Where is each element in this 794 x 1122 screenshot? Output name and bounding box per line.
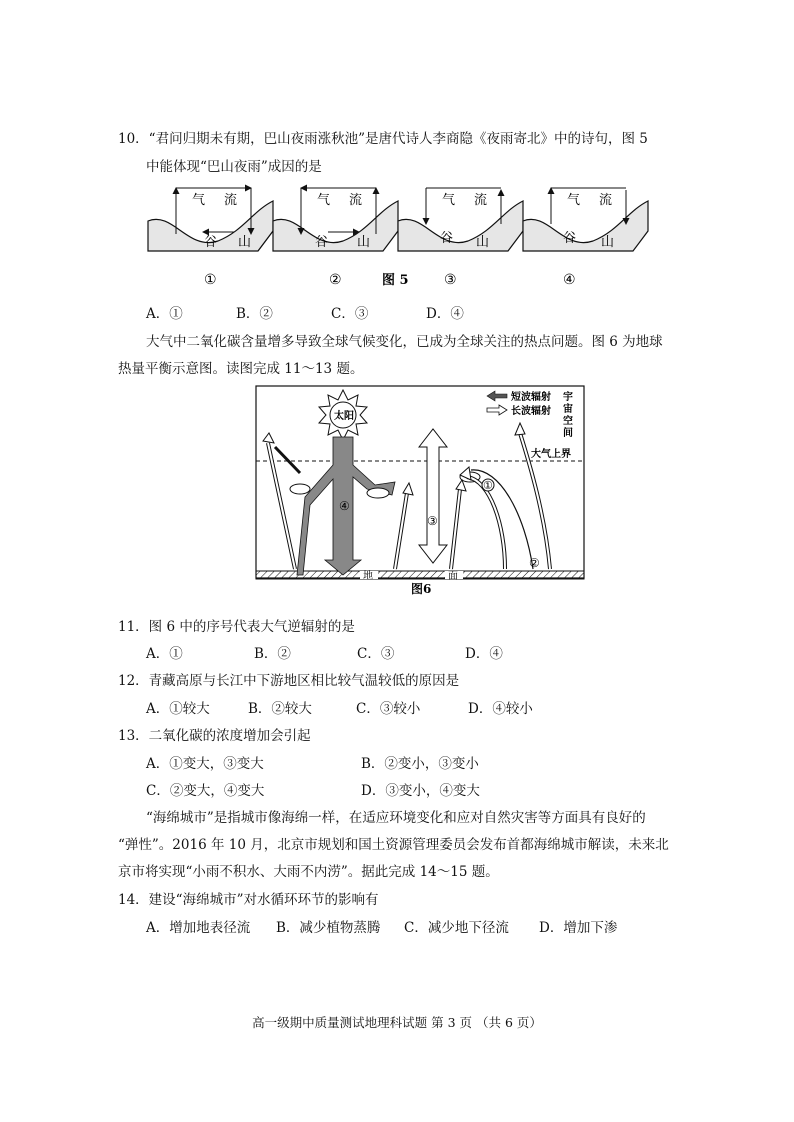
fig5-panel-number: ② — [329, 272, 342, 288]
fig5-label-qi: 气 — [567, 193, 581, 208]
fig5-panel-2 — [273, 188, 398, 288]
cloud-icon — [367, 488, 389, 498]
svg-text:地: 地 — [363, 571, 373, 582]
fig5-panel-1 — [148, 188, 273, 288]
q14-option-a[interactable]: A．增加地表径流 — [146, 920, 251, 936]
fig5-label-gu: 谷 — [440, 231, 454, 246]
intro-14-15-line2: “弹性”。2016 年 10 月，北京市规划和国土资源管理委员会发布首都海绵城市解读，未来北 — [118, 837, 669, 853]
intro-11-13-line1: 大气中二氧化碳含量增多导致全球气候变化，已成为全球关注的热点问题。图 6 为地球 — [146, 334, 663, 350]
fig6-num-2: ② — [529, 556, 540, 570]
svg-text:宙: 宙 — [563, 404, 573, 415]
fig5-panel-number: ① — [204, 272, 217, 288]
q14-stem: 14．建设“海绵城市”对水循环环节的影响有 — [118, 892, 379, 908]
q10-option-c[interactable]: C．③ — [331, 306, 369, 322]
q12-option-c[interactable]: C．③较小 — [356, 701, 421, 717]
q12-stem: 12．青藏高原与长江中下游地区相比较气温较低的原因是 — [118, 673, 460, 689]
intro-14-15-line3: 京市将实现“小雨不积水、大雨不内涝”。据此完成 14～15 题。 — [118, 864, 499, 880]
intro-14-15-line1: “海绵城市”是指城市像海绵一样，在适应环境变化和应对自然灾害等方面具有良好的 — [146, 810, 646, 826]
svg-text:长波辐射: 长波辐射 — [511, 406, 551, 417]
svg-text:面: 面 — [448, 571, 458, 582]
intro-11-13-line2: 热量平衡示意图。读图完成 11～13 题。 — [118, 361, 364, 377]
q13-stem: 13．二氧化碳的浓度增加会引起 — [118, 728, 311, 744]
q10-option-b[interactable]: B．② — [236, 306, 273, 322]
fig5-label-shan: 山 — [601, 235, 615, 250]
fig5-label-gu: 谷 — [563, 231, 577, 246]
fig6-num-3: ③ — [427, 514, 438, 528]
q11-option-d[interactable]: D．④ — [465, 646, 503, 662]
q13-option-c[interactable]: C．②变大，④变大 — [146, 783, 265, 799]
svg-text:宇: 宇 — [563, 392, 573, 403]
q12-option-d[interactable]: D．④较小 — [468, 701, 533, 717]
fig5-label-qi: 气 — [317, 193, 331, 208]
q11-option-a[interactable]: A．① — [146, 646, 183, 662]
q13-options-row2 — [146, 782, 480, 800]
fig6-num-1: ① — [483, 479, 493, 492]
figure-5-diagram — [140, 176, 660, 296]
fig6-num-4: ④ — [339, 499, 350, 513]
fig5-caption: 图 5 — [382, 273, 409, 288]
fig5-label-liu: 流 — [599, 193, 613, 208]
fig6-caption: 图6 — [411, 582, 432, 595]
fig5-panel-number: ③ — [444, 272, 457, 288]
q13-option-d[interactable]: D．③变小，④变大 — [361, 783, 480, 799]
q10-option-a[interactable]: A．① — [146, 306, 183, 322]
q10-stem-line1: 10．“君问归期未有期，巴山夜雨涨秋池”是唐代诗人李商隐《夜雨寄北》中的诗句，图 5 — [118, 131, 648, 147]
fig5-panel-number: ④ — [563, 272, 576, 288]
fig5-label-qi: 气 — [442, 193, 456, 208]
q14-option-d[interactable]: D．增加下渗 — [539, 920, 618, 936]
fig5-label-qi: 气 — [192, 193, 206, 208]
fig6-atmosphere-top-label: 大气上界 — [531, 449, 571, 460]
fig5-label-liu: 流 — [474, 193, 488, 208]
svg-text:太阳: 太阳 — [334, 411, 354, 422]
page-footer: 高一级期中质量测试地理科试题 第 3 页 （共 6 页） — [252, 1015, 542, 1030]
q14-options — [146, 919, 617, 937]
q12-options — [146, 700, 533, 718]
q12-option-b[interactable]: B．②较大 — [248, 701, 312, 717]
svg-text:短波辐射: 短波辐射 — [511, 392, 551, 403]
q11-options — [146, 645, 503, 663]
q11-option-b[interactable]: B．② — [254, 646, 291, 662]
fig5-label-shan: 山 — [357, 235, 371, 250]
q13-option-b[interactable]: B．②变小，③变小 — [361, 756, 479, 772]
fig5-label-shan: 山 — [476, 235, 490, 250]
svg-text:间: 间 — [563, 428, 573, 439]
fig5-label-liu: 流 — [349, 193, 363, 208]
svg-text:空: 空 — [563, 416, 573, 427]
q12-option-a[interactable]: A．①较大 — [146, 701, 210, 717]
q14-option-b[interactable]: B．减少植物蒸腾 — [276, 920, 381, 936]
q11-option-c[interactable]: C．③ — [357, 646, 395, 662]
fig5-label-liu: 流 — [224, 193, 238, 208]
q14-option-c[interactable]: C．减少地下径流 — [404, 920, 509, 936]
fig5-label-shan: 山 — [238, 235, 252, 250]
fig5-panel-4 — [523, 188, 648, 288]
q13-options-row1 — [146, 755, 479, 773]
fig5-label-gu: 谷 — [315, 235, 329, 250]
cloud-icon — [290, 484, 310, 494]
figure-6-diagram — [255, 385, 585, 595]
fig5-panel-3 — [398, 188, 523, 288]
q11-stem: 11．图 6 中的序号代表大气逆辐射的是 — [118, 619, 355, 635]
q10-stem-line2: 中能体现“巴山夜雨”成因的是 — [146, 159, 322, 175]
q13-option-a[interactable]: A．①变大，③变大 — [146, 756, 264, 772]
q10-option-d[interactable]: D．④ — [426, 306, 464, 322]
fig6-ground-band — [256, 571, 584, 579]
fig5-label-gu: 谷 — [204, 235, 218, 250]
q10-options — [146, 305, 464, 323]
